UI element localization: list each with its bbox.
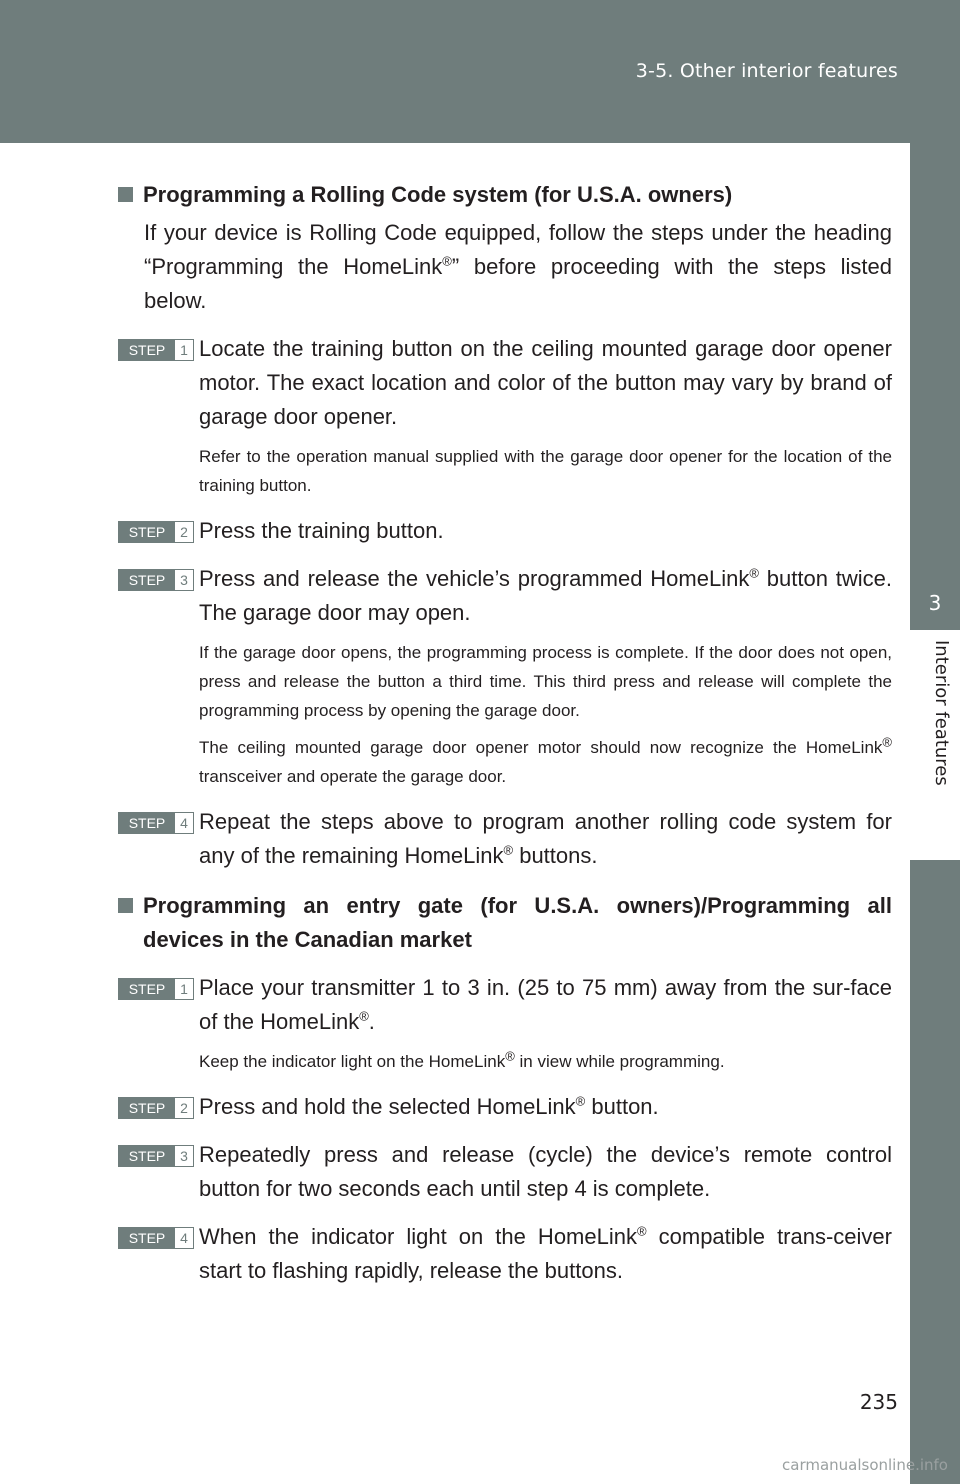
section-heading bbox=[118, 178, 892, 212]
step-text: When the indicator light on the HomeLink® compatible trans-ceiver start to flashing rapidly, release the buttons. bbox=[199, 1223, 892, 1283]
side-bar-lower bbox=[910, 860, 960, 1484]
section-intro: If your device is Rolling Code equipped, follow the steps under the heading “Programming the HomeLink®” before proceeding with the steps listed below. bbox=[144, 220, 892, 313]
chapter-number: 3 bbox=[928, 591, 942, 615]
step-note: Keep the indicator light on the HomeLink® in view while programming. bbox=[199, 1048, 725, 1071]
step-badge: STEP 2 bbox=[118, 521, 194, 543]
step-badge: STEP 1 bbox=[118, 339, 194, 361]
side-bar-upper bbox=[910, 143, 960, 550]
step-badge: STEP 3 bbox=[118, 569, 194, 591]
step-item bbox=[118, 1138, 892, 1206]
page-header bbox=[0, 0, 960, 143]
step-note: If the garage door opens, the programming process is complete. If the door does not open, press and release the button a third time. This third press and release will complete the programming process by opening the garage door. bbox=[199, 643, 892, 720]
step-badge: STEP 4 bbox=[118, 812, 194, 834]
step-text: Repeat the steps above to program another rolling code system for any of the remaining HomeLink® buttons. bbox=[199, 809, 892, 868]
step-badge: STEP 3 bbox=[118, 1145, 194, 1167]
step-item bbox=[118, 1220, 892, 1288]
chapter-label: Interior features bbox=[931, 640, 952, 786]
step-text: Place your transmitter 1 to 3 in. (25 to 75 mm) away from the sur-face of the HomeLink®. bbox=[199, 975, 892, 1034]
section-heading-text: Programming a Rolling Code system (for U.S.A. owners) bbox=[143, 182, 733, 207]
page-number: 235 bbox=[859, 1390, 898, 1414]
section-heading bbox=[118, 889, 892, 957]
step-item bbox=[118, 332, 892, 500]
step-badge: STEP 1 bbox=[118, 978, 194, 1000]
step-item bbox=[118, 514, 892, 548]
heading-square-icon bbox=[118, 898, 133, 913]
step-item bbox=[118, 562, 892, 791]
step-text: Press and hold the selected HomeLink® button. bbox=[199, 1093, 659, 1119]
step-text: Press and release the vehicle’s programmed HomeLink® button twice. The garage door may open. bbox=[199, 565, 892, 625]
step-note: The ceiling mounted garage door opener motor should now recognize the HomeLink® transceiver and operate the garage door. bbox=[199, 734, 892, 786]
step-badge: STEP 2 bbox=[118, 1097, 194, 1119]
section-heading-text: Programming an entry gate (for U.S.A. owners)/Programming all devices in the Canadian market bbox=[143, 893, 892, 952]
page-content bbox=[118, 178, 892, 1288]
step-item bbox=[118, 971, 892, 1076]
watermark: carmanualsonline.info bbox=[782, 1456, 948, 1474]
step-item bbox=[118, 805, 892, 873]
step-badge: STEP 4 bbox=[118, 1227, 194, 1249]
step-text: Repeatedly press and release (cycle) the device’s remote control button for two seconds each until step 4 is complete. bbox=[199, 1142, 892, 1201]
step-note: Refer to the operation manual supplied with the garage door opener for the location of the training button. bbox=[199, 447, 892, 495]
section-title: 3-5. Other interior features bbox=[635, 60, 898, 82]
step-text: Locate the training button on the ceiling mounted garage door opener motor. The exact location and color of the button may vary by brand of garage door opener. bbox=[199, 336, 892, 429]
step-item bbox=[118, 1090, 892, 1124]
heading-square-icon bbox=[118, 187, 133, 202]
step-text: Press the training button. bbox=[199, 518, 444, 543]
